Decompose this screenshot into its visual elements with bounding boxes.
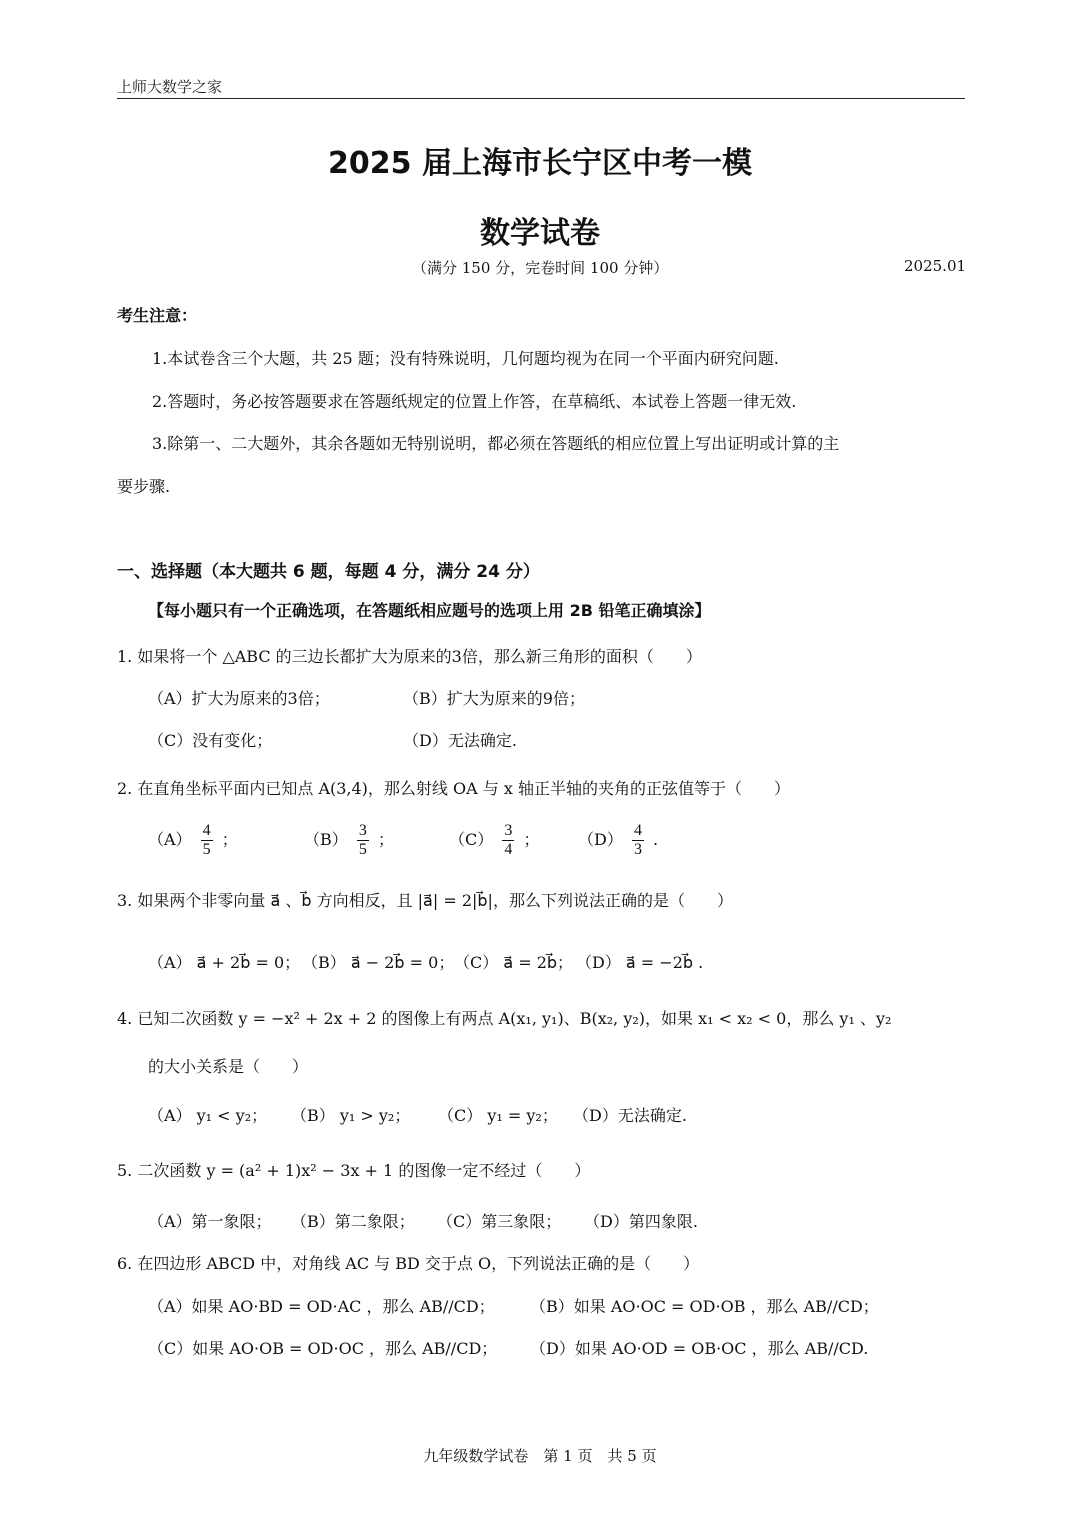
- q3-option-a: （A） a⃗ + 2b⃗ = 0；: [148, 953, 301, 972]
- q2-option-d-end: .: [653, 830, 659, 849]
- q2-option-b: [304, 822, 394, 859]
- q2-option-d-numerator: 4: [633, 822, 642, 839]
- q2-option-d-denominator: 3: [633, 841, 642, 858]
- q5-option-c: （C）第三象限；: [437, 1212, 562, 1231]
- question-3-stem: 3. 如果两个非零向量 a⃗ 、b⃗ 方向相反，且 |a⃗| = 2|b⃗|，那么下列说法正确的是（ ）: [117, 891, 733, 910]
- question-2-stem: 2. 在直角坐标平面内已知点 A(3,4)，那么射线 OA 与 x 轴正半轴的夹角的正弦值等于（ ）: [117, 779, 790, 798]
- q2-option-a-end: ；: [221, 830, 238, 849]
- q2-option-a-label: （A）: [148, 830, 192, 849]
- page-footer: 九年级数学试卷 第 1 页 共 5 页: [423, 1447, 657, 1465]
- question-4-stem-continued: 的大小关系是（ ）: [148, 1057, 309, 1076]
- q1-option-b: （B）扩大为原来的9倍；: [403, 689, 585, 708]
- q1-option-d: （D）无法确定.: [403, 731, 517, 750]
- q2-option-c-fraction: [502, 822, 514, 859]
- q4-option-b: （B） y₁ > y₂；: [291, 1106, 411, 1125]
- q3-option-d: （D） a⃗ = −2b⃗ .: [576, 953, 704, 972]
- q6-option-a: （A）如果 AO·BD = OD·AC ，那么 AB//CD；: [148, 1297, 495, 1316]
- q1-option-c: （C）没有变化；: [148, 731, 273, 750]
- question-4-stem: 4. 已知二次函数 y = −x² + 2x + 2 的图像上有两点 A(x₁, y₁)、B(x₂, y₂)，如果 x₁ < x₂ < 0，那么 y₁ 、y₂: [117, 1009, 892, 1028]
- q2-option-a-fraction: [201, 822, 213, 859]
- notice-heading: 考生注意：: [117, 306, 198, 325]
- q2-option-d: [578, 822, 658, 859]
- exam-info: （满分 150 分，完卷时间 100 分钟）: [412, 259, 669, 277]
- q4-option-a: （A） y₁ < y₂；: [148, 1106, 268, 1125]
- section-title: 一、选择题（本大题共 6 题，每题 4 分，满分 24 分）: [117, 562, 540, 582]
- exam-date: 2025.01: [904, 257, 967, 275]
- exam-subtitle: 数学试卷: [480, 216, 600, 251]
- notice-item: 3.除第一、二大题外，其余各题如无特别说明，都必须在答题纸的相应位置上写出证明或计算的主: [152, 434, 840, 453]
- header-source: 上师大数学之家: [117, 78, 223, 96]
- q2-option-c-denominator: 4: [504, 841, 513, 858]
- question-6-stem: 6. 在四边形 ABCD 中，对角线 AC 与 BD 交于点 O，下列说法正确的是（ ）: [117, 1254, 700, 1273]
- q5-option-b: （B）第二象限；: [291, 1212, 415, 1231]
- question-1-stem: 1. 如果将一个 △ABC 的三边长都扩大为原来的3倍，那么新三角形的面积（ ）: [117, 647, 702, 666]
- q6-option-c: （C）如果 AO·OB = OD·OC ，那么 AB//CD；: [148, 1339, 498, 1358]
- q2-option-c-label: （C）: [449, 830, 494, 849]
- exam-title: 2025 届上海市长宁区中考一模: [328, 146, 752, 181]
- q6-option-d: （D）如果 AO·OD = OB·OC ，那么 AB//CD.: [530, 1339, 869, 1358]
- q2-option-a: [148, 822, 238, 859]
- q4-option-d: （D）无法确定.: [573, 1106, 687, 1125]
- q2-option-b-denominator: 5: [358, 841, 367, 858]
- q4-option-c: （C） y₁ = y₂；: [438, 1106, 558, 1125]
- question-5-stem: 5. 二次函数 y = (a² + 1)x² − 3x + 1 的图像一定不经过（ ）: [117, 1161, 591, 1180]
- q2-option-a-denominator: 5: [202, 841, 211, 858]
- q2-option-c-numerator: 3: [504, 822, 513, 839]
- header-divider: [117, 98, 965, 99]
- q3-option-b: （B） a⃗ − 2b⃗ = 0；: [302, 953, 455, 972]
- q2-option-c: [449, 822, 539, 859]
- notice-item: 1.本试卷含三个大题，共 25 题；没有特殊说明，几何题均视为在同一个平面内研究问题.: [152, 349, 779, 368]
- notice-item: 要步骤.: [117, 477, 171, 496]
- q1-option-a: （A）扩大为原来的3倍；: [148, 689, 330, 708]
- q2-option-b-end: ；: [377, 830, 394, 849]
- section-instruction: 【每小题只有一个正确选项，在答题纸相应题号的选项上用 2B 铅笔正确填涂】: [148, 601, 711, 620]
- q5-option-a: （A）第一象限；: [148, 1212, 272, 1231]
- q2-option-b-numerator: 3: [358, 822, 367, 839]
- q2-option-b-fraction: [357, 822, 369, 859]
- notice-item: 2.答题时，务必按答题要求在答题纸规定的位置上作答，在草稿纸、本试卷上答题一律无效.: [152, 392, 797, 411]
- q2-option-d-fraction: [632, 822, 644, 859]
- q3-option-c: （C） a⃗ = 2b⃗；: [454, 953, 574, 972]
- q2-option-c-end: ；: [523, 830, 540, 849]
- q2-option-d-label: （D）: [578, 830, 623, 849]
- q5-option-d: （D）第四象限.: [584, 1212, 698, 1231]
- q2-option-b-label: （B）: [304, 830, 348, 849]
- q2-option-a-numerator: 4: [202, 822, 211, 839]
- q6-option-b: （B）如果 AO·OC = OD·OB ，那么 AB//CD；: [530, 1297, 879, 1316]
